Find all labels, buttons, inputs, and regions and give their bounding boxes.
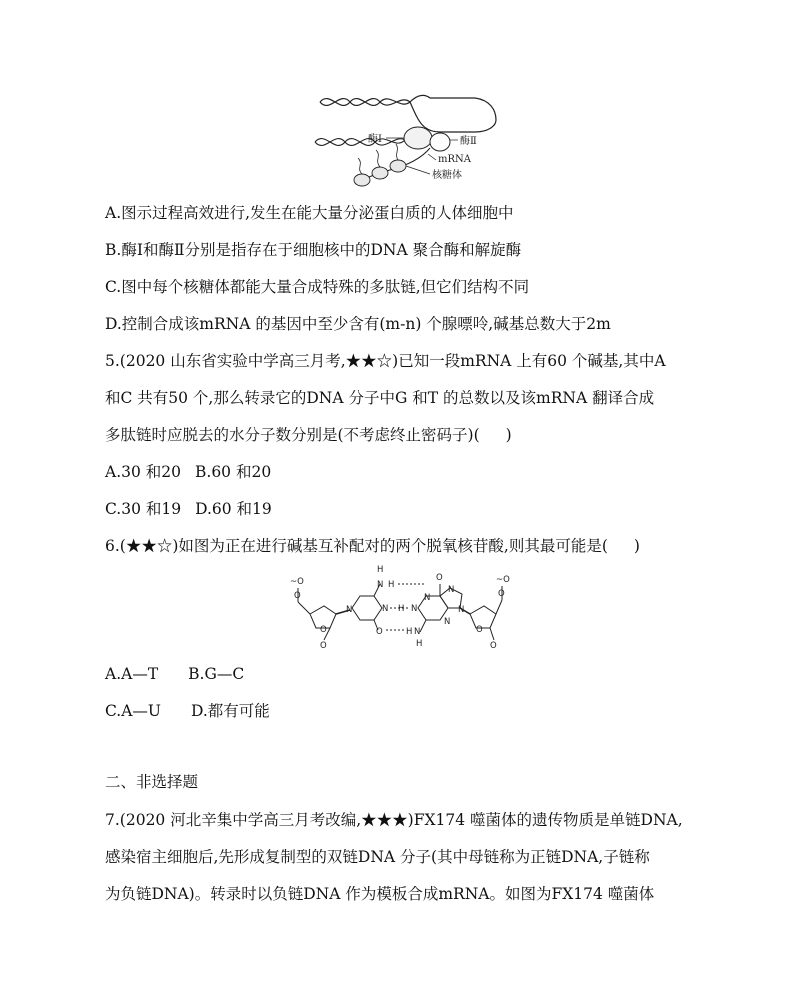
figure-label-ribosome: 核糖体 [432,170,462,181]
q6-number: 6.( [105,537,126,555]
q5-options-row-1 [105,462,271,482]
figure-label-mrna: mRNA [438,154,471,165]
transcription-translation-diagram [300,80,500,190]
q6-difficulty-stars: ★★☆ [125,537,173,555]
q6-stem-text: )如图为正在进行碱基互补配对的两个脱氧核苷酸,则其最可能是( [172,537,608,555]
atom-h-4: H [406,627,413,637]
q6-option-a: A.A—T [105,665,159,683]
backbone-label-left: ~O [290,577,304,587]
atom-h-2: H [388,580,395,590]
atom-h-5: H [416,639,423,649]
figure-label-enzyme-2: 酶Ⅱ [460,136,477,147]
q6-option-c: C.A—U [105,702,161,720]
atom-o-3: O [320,625,327,635]
figure-label-enzyme-1: 酶Ⅰ [368,134,382,145]
transcription-translation-figure [300,80,500,190]
q5-stem-start: )已知一段mRNA 上有60 个碱基,其中A [392,352,666,370]
q7-source: (2020 河北辛集中学高三月考改编, [119,811,362,829]
q7-line-3: 为负链DNA)。转录时以负链DNA 作为模板合成mRNA。如图为FX174 噬菌体 [105,885,655,903]
atom-o-8: O [490,641,497,651]
atom-o-5: O [294,591,301,601]
q5-number: 5. [105,352,120,370]
atom-o-4: O [476,625,483,635]
q5-option-b: B.60 和20 [195,463,272,481]
base-pair-figure [280,562,520,654]
q6-option-b: B.G—C [188,665,245,683]
atom-o-1: O [436,573,443,583]
q7-stem-start: )FX174 噬菌体的遗传物质是单链DNA, [407,811,683,829]
q6-options-row-2 [105,701,270,721]
atom-n-4: N [346,605,353,615]
q7-line-2: 感染宿主细胞后,先形成复制型的双链DNA 分子(其中母链称为正链DNA,子链称 [105,848,650,866]
section-heading: 二、非选择题 [105,773,199,791]
q5-option-d: D.60 和19 [195,500,272,518]
q5-line-1 [105,351,666,371]
atom-o-6: O [498,589,505,599]
q5-options-row-2 [105,499,272,519]
q5-close-paren: ) [505,426,512,444]
atom-n-1: N [377,580,384,590]
q6-close-paren: ) [633,537,640,555]
q6-option-d: D.都有可能 [191,702,270,720]
atom-h-3: H [398,604,405,614]
q7-number: 7. [105,811,120,829]
backbone-label-right: ~O [496,575,510,585]
q5-source: (2020 山东省实验中学高三月考, [119,352,346,370]
atom-o-2: O [376,627,383,637]
q4-option-b: B.酶Ⅰ和酶Ⅱ分别是指存在于细胞核中的DNA 聚合酶和解旋酶 [105,241,522,259]
q7-difficulty-stars: ★★★ [361,811,408,829]
atom-n-7: N [458,605,465,615]
q5-option-a: A.30 和20 [105,463,181,481]
q6-stem [105,536,640,556]
q4-option-a: A.图示过程高效进行,发生在能大量分泌蛋白质的人体细胞中 [105,204,514,222]
atom-n-5: N [414,627,421,637]
q4-option-d: D.控制合成该mRNA 的基因中至少含有(m-n) 个腺嘌呤,碱基总数大于2m [105,315,611,333]
q4-option-c: C.图中每个核糖体都能大量合成特殊的多肽链,但它们结构不同 [105,278,530,296]
atom-n-8: N [448,585,455,595]
base-pair-structure [280,562,520,654]
atom-o-7: O [320,641,327,651]
q6-options-row-1 [105,664,244,684]
atom-n-3: N [411,604,418,614]
q5-line-3 [105,425,512,445]
q7-line-1 [105,810,683,830]
q5-difficulty-stars: ★★☆ [345,352,393,370]
atom-h-1: H [377,565,384,575]
q5-stem-end: 多肽链时应脱去的水分子数分别是(不考虑终止密码子)( [105,426,480,444]
atom-n-2: N [382,604,389,614]
q5-option-c: C.30 和19 [105,500,182,518]
q5-line-2: 和C 共有50 个,那么转录它的DNA 分子中G 和T 的总数以及该mRNA 翻译合成 [105,389,655,407]
atom-n-6: N [444,617,451,627]
atom-n-9: N [424,593,431,603]
